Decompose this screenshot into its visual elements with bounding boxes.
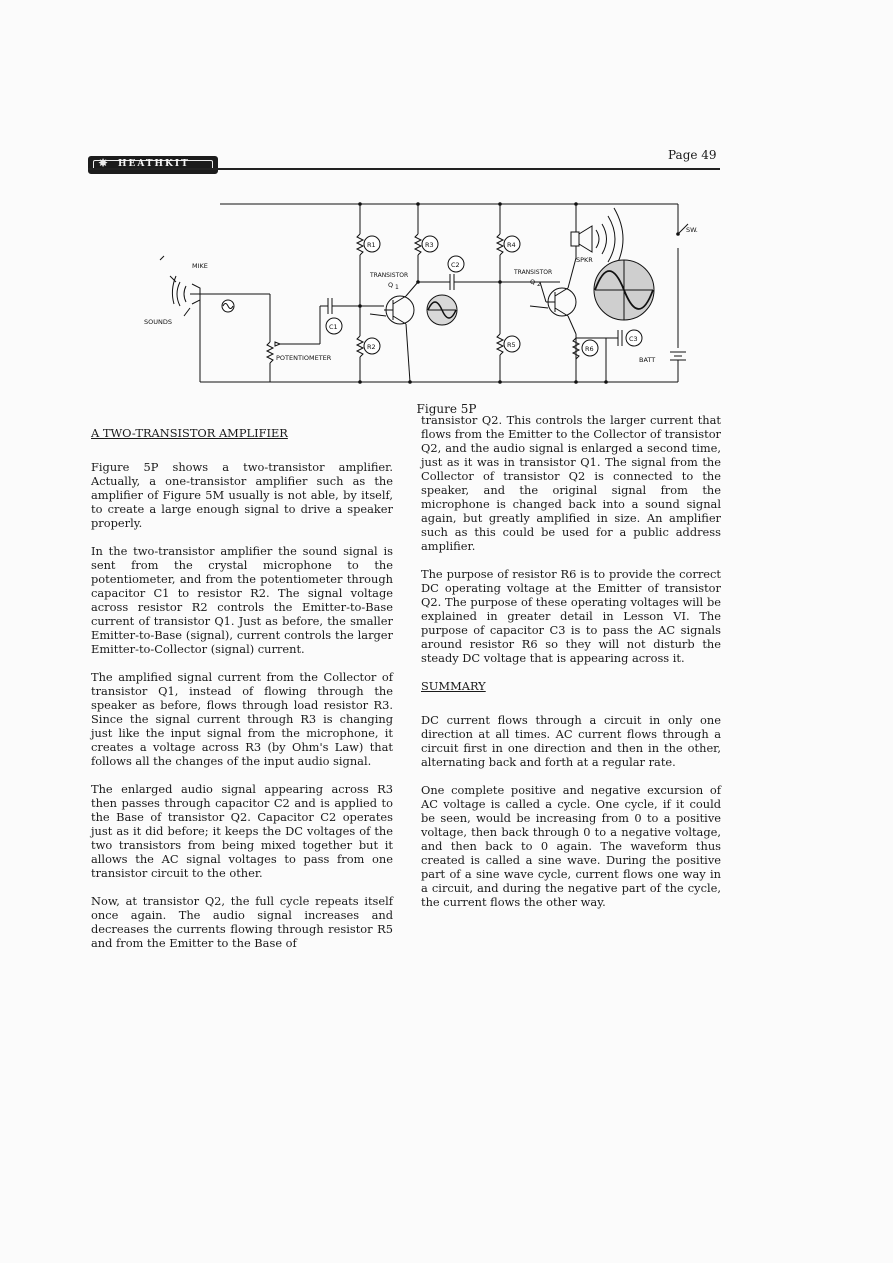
label-sw: SW. [686,226,698,234]
page-number: Page 49 [668,148,717,162]
paragraph: The purpose of resistor R6 is to provide the correct DC operating voltage at the Emitter of transistor Q2. The purpose of these operating voltages will be explained in greater detail in Lesson VI. The purpose of capacitor C3 is to pass the AC signals around resistor R6 so they will not disturb the steady DC voltage that is appearing across it. [421,567,721,665]
paragraph: The enlarged audio signal appearing across R3 then passes through capacitor C2 and is applied to the Base of transistor Q2. Capacitor C2 operates just as it did before; it keeps the DC voltages of the two transistors from being mixed together but it allows the AC signal voltages to pass from one transistor circuit to the other. [91,782,393,880]
section-heading-two-transistor: A TWO-TRANSISTOR AMPLIFIER [91,426,288,440]
header-rule [88,168,720,170]
paragraph: transistor Q2. This controls the larger current that flows from the Emitter to the Collector of transistor Q2, and the audio signal is enlarged a second time, just as it was in transistor Q1. The signal from the Collector of transistor Q2 is connected to the speaker, and the original signal from the microphone is changed back into a sound signal again, but greatly amplified in size. An amplifier such as this could be used for a public address amplifier. [421,413,721,553]
section-heading-summary: SUMMARY [421,679,486,693]
label-c2: C2 [451,261,460,269]
label-q1: Q [388,281,394,289]
label-mike: MIKE [192,262,208,270]
label-potentiometer: POTENTIOMETER [276,354,332,362]
label-r6: R6 [585,345,594,353]
label-q2-sub: 2 [537,281,541,288]
right-column [421,413,721,923]
paragraph: One complete positive and negative excursion of AC voltage is called a cycle. One cycle, if it could be seen, would be increasing from 0 to a positive voltage, then back through 0 to a negative voltage, and then back to 0 again. The waveform thus created is called a sine wave. During the positive part of a sine wave cycle, current flows one way in a circuit, and during the negative part of the cycle, the current flows the other way. [421,783,721,909]
heathkit-logo [88,156,218,174]
paragraph: Now, at transistor Q2, the full cycle repeats itself once again. The audio signal increases and decreases the currents flowing through resistor R5 and from the Emitter to the Base of [91,894,393,950]
label-r1: R1 [367,241,376,249]
label-transistor-1: TRANSISTOR [370,272,409,279]
paragraph: In the two-transistor amplifier the sound signal is sent from the crystal microphone to the potentiometer, and from the potentiometer through capacitor C1 to resistor R2. The signal voltage across resistor R2 controls the Emitter-to-Base current of transistor Q1. Just as before, the smaller Emitter-to-Base (signal), current controls the larger Emitter-to-Collector (signal) current. [91,544,393,656]
label-r3: R3 [425,241,434,249]
label-transistor-2: TRANSISTOR [514,269,553,276]
circuit-diagram [140,198,720,390]
logo-text: HEATHKIT [118,159,190,169]
label-spkr: SPKR [576,256,593,264]
logo-star-icon: ✸ [98,156,109,170]
label-q2: Q [530,278,536,286]
label-c3: C3 [629,335,638,343]
paragraph: The amplified signal current from the Collector of transistor Q1, instead of flowing through the speaker as before, flows through load resistor R3. Since the signal current through R3 is changing just like the input signal from the microphone, it creates a voltage across R3 (by Ohm's Law) that follows all the changes of the input audio signal. [91,670,393,768]
label-r5: R5 [507,341,516,349]
label-batt: BATT [639,356,656,364]
paragraph: Figure 5P shows a two-transistor amplifier. Actually, a one-transistor amplifier such as the amplifier of Figure 5M usually is not able, by itself, to create a large enough signal to drive a speaker properly. [91,460,393,530]
paragraph: DC current flows through a circuit in only one direction at all times. AC current flows through a circuit first in one direction and then in the other, alternating back and forth at a regular rate. [421,713,721,769]
label-sounds: SOUNDS [144,318,172,326]
label-r4: R4 [507,241,516,249]
label-q1-sub: 1 [395,284,399,291]
label-c1: C1 [329,323,338,331]
left-column [91,426,393,964]
label-r2: R2 [367,343,376,351]
figure-caption: Figure 5P [416,402,477,416]
